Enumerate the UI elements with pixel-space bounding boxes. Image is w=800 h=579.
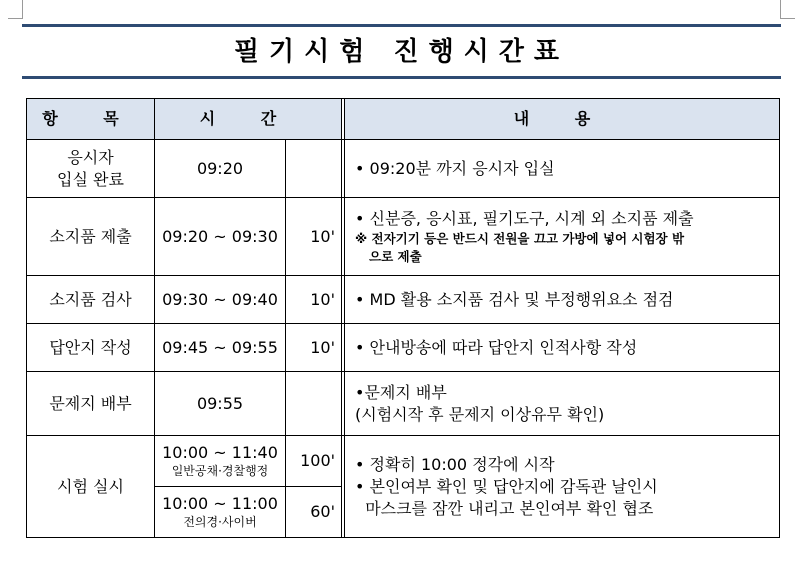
row-time: 09:55 (155, 372, 286, 436)
header-time: 시 간 (155, 99, 342, 140)
exam-slot-duration: 100' (286, 436, 342, 487)
schedule-table (26, 98, 780, 538)
row-item: 응시자 입실 완료 (27, 140, 155, 198)
table-row (27, 140, 780, 198)
row-content: • 09:20분 까지 응시자 입실 (345, 140, 780, 198)
header-row (27, 99, 780, 140)
corner-mark-right-h (780, 18, 795, 19)
header-item: 항 목 (27, 99, 155, 140)
header-content: 내 용 (345, 99, 780, 140)
table-row (27, 198, 780, 276)
row-note-cont: 으로 제출 (369, 248, 422, 264)
row-duration (286, 372, 342, 436)
row-time: 09:45 ~ 09:55 (155, 324, 286, 372)
row-item: 문제지 배부 (27, 372, 155, 436)
table-row (27, 324, 780, 372)
title-rule-bottom (22, 76, 781, 79)
exam-content: • 정확히 10:00 정각에 시작 • 본인여부 확인 및 답안지에 감독관 날인시 마스크를 잠깐 내리고 본인여부 확인 협조 (345, 436, 780, 538)
row-item: 소지품 검사 (27, 276, 155, 324)
exam-row (27, 436, 780, 487)
row-time: 09:30 ~ 09:40 (155, 276, 286, 324)
row-duration: 10' (286, 276, 342, 324)
row-item: 소지품 제출 (27, 198, 155, 276)
corner-mark-left (22, 0, 23, 18)
row-duration: 10' (286, 324, 342, 372)
row-note: ※ 전자기기 등은 반드시 전원을 끄고 가방에 넣어 시험장 밖 (355, 230, 685, 246)
row-content: •문제지 배부 (시험시작 후 문제지 이상유무 확인) (345, 372, 780, 436)
row-duration: 10' (286, 198, 342, 276)
exam-item: 시험 실시 (27, 436, 155, 538)
row-content: • 안내방송에 따라 답안지 인적사항 작성 (345, 324, 780, 372)
title-rule-top (22, 24, 781, 27)
exam-slot-time: 10:00 ~ 11:40 일반공채·경찰행정 (155, 436, 286, 487)
page-title: 필기시험 진행시간표 (233, 37, 570, 67)
row-duration (286, 140, 342, 198)
row-time: 09:20 (155, 140, 286, 198)
corner-mark-left-h (8, 18, 23, 19)
corner-mark-right (780, 0, 781, 18)
row-content: • MD 활용 소지품 검사 및 부정행위요소 점검 (345, 276, 780, 324)
table-row (27, 276, 780, 324)
row-time: 09:20 ~ 09:30 (155, 198, 286, 276)
exam-slot-time: 10:00 ~ 11:00 전의경·사이버 (155, 487, 286, 538)
row-item: 답안지 작성 (27, 324, 155, 372)
row-content: • 신분증, 응시표, 필기도구, 시계 외 소지품 제출 ※ 전자기기 등은 반드시 전원을 끄고 가방에 넣어 시험장 밖 으로 제출 (345, 198, 780, 276)
exam-slot-duration: 60' (286, 487, 342, 538)
table-row (27, 372, 780, 436)
